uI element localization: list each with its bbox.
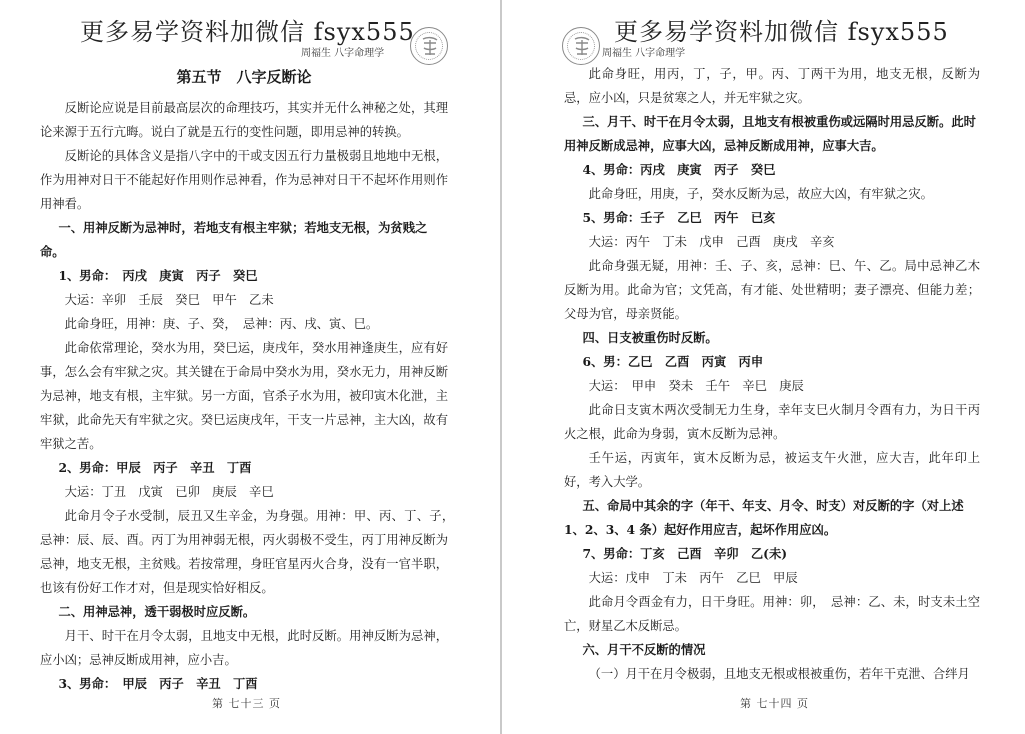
header-subtitle: 周福生 八字命理学 <box>602 48 686 59</box>
dayun-line: 大运：戊申 丁未 丙午 乙巳 甲辰 <box>588 571 798 585</box>
section-heading: 7、男命：丁亥 己酉 辛卯 乙(未) <box>582 546 788 561</box>
section-heading: 1、男命： 丙戌 庚寅 丙子 癸巳 <box>58 268 258 283</box>
dayun-line: 大运：丁丑 戊寅 已卯 庚辰 辛巳 <box>64 485 274 499</box>
left-page <box>0 0 500 734</box>
section-heading: 4、男命：丙戌 庚寅 丙子 癸巳 <box>582 162 776 177</box>
paragraph: 此命依常理论，癸水为用，癸巳运，庚戌年，癸水用神逢庚生，应有好事，怎么会有牢狱之灾。其关键在于命局中癸水为用，癸水无力，用神反断为忌神，地支有根，主牢狱。另一方面，官杀子水为用，被印寅木化泄，主牢狱，此命先天有牢狱之灾。癸巳运庚戌年，干支一片忌神，主大凶，故有牢狱之苦。 <box>40 341 448 451</box>
section-heading: 六、月干不反断的情况 <box>582 642 706 657</box>
paragraph: 此命身强无疑，用神：壬、子、亥，忌神：巳、午、乙。局中忌神乙木反断为用。此命为官；文凭高，有才能、处世精明；妻子漂亮、但能力差；父母为官，母亲贤能。 <box>564 259 980 321</box>
paragraph: 月干、时干在月令太弱，且地支中无根，此时反断。用神反断为忌神，应小凶；忌神反断成用神，应小吉。 <box>40 629 448 667</box>
header-title: 更多易学资料加微信 fsyx555 <box>80 18 415 46</box>
dayun-line: 大运：辛卯 壬辰 癸巳 甲午 乙未 <box>64 293 274 307</box>
section-heading: 3、男命： 甲辰 丙子 辛丑 丁酉 <box>58 676 258 691</box>
right-body <box>564 62 980 684</box>
section-heading: 二、用神忌神，透干弱极时应反断。 <box>58 604 256 619</box>
paragraph: 此命月令酉金有力，日干身旺。用神：卯， 忌神：乙、未，时支未土空亡，财星乙木反断忌。 <box>564 595 980 633</box>
dayun-line: 大运： 甲申 癸未 壬午 辛巳 庚辰 <box>588 379 804 393</box>
section-heading: 五、命局中其余的字（年干、年支、月令、时支）对反断的字（对上述 1、2、3、4 条）起好作用应吉，起坏作用应凶。 <box>564 498 964 537</box>
paragraph: 此命身旺，用丙，丁，子，甲。丙、丁两干为用，地支无根，反断为忌，应小凶，只是贫寒之人，并无牢狱之灾。 <box>564 67 980 105</box>
paragraph: 此命日支寅木两次受制无力生身，幸年支巳火制月令酉有力，为日干丙火之根，此命为身弱，寅木反断为忌神。 <box>564 403 980 441</box>
paragraph: （一）月干在月令极弱，且地支无根或根被重伤，若年干克泄、合绊月 <box>588 667 970 681</box>
paragraph: 反断论应说是目前最高层次的命理技巧，其实并无什么神秘之处，其理论来源于五行亢晦。说白了就是五行的变性问题，即用忌神的转换。 <box>40 101 448 139</box>
section-title: 第五节 八字反断论 <box>176 68 312 86</box>
paragraph: 此命身旺，用神：庚、子、癸， 忌神：丙、戌、寅、巳。 <box>64 317 379 331</box>
author-seal-icon <box>562 27 600 65</box>
section-heading: 一、用神反断为忌神时，若地支有根主牢狱；若地支无根，为贫贱之命。 <box>40 220 428 259</box>
dayun-line: 大运：丙午 丁未 戊申 己酉 庚戌 辛亥 <box>588 235 835 249</box>
section-heading: 5、男命：壬子 乙巳 丙午 已亥 <box>582 210 776 225</box>
paragraph: 此命身旺，用庚，子，癸水反断为忌，故应大凶，有牢狱之灾。 <box>588 187 933 201</box>
page-number: 第 七十三 页 <box>212 697 281 710</box>
section-heading: 四、日支被重伤时反断。 <box>582 330 718 345</box>
section-heading: 2、男命：甲辰 丙子 辛丑 丁酉 <box>58 460 252 475</box>
section-heading: 三、月干、时干在月令太弱，且地支有根被重伤或远隔时用忌反断。此时用神反断成忌神，应事大凶，忌神反断成用神，应事大吉。 <box>564 114 976 153</box>
author-seal-icon <box>410 27 448 65</box>
paragraph: 壬午运，丙寅年，寅木反断为忌，被运支午火泄，应大吉，此年印上好，考入大学。 <box>564 451 980 489</box>
paragraph: 此命月令子水受制，辰丑又生辛金，为身强。用神：甲、丙、丁、子， 忌神：辰、辰、酉。丙丁为用神弱无根，丙火弱极不受生，丙丁用神反断为忌神，地支无根，主贫贱。若按常理，身旺官星丙火合身，没有一官半职，也该有份好工作才对，但是现实恰好相反。 <box>40 509 461 595</box>
section-heading: 6、男：乙巳 乙酉 丙寅 丙申 <box>582 354 764 369</box>
page-number: 第 七十四 页 <box>740 697 809 710</box>
paragraph: 反断论的具体含义是指八字中的干或支因五行力量极弱且地地中无根，作为用神对日干不能起好作用则作忌神看，作为忌神对日干不起坏作用则作用神看。 <box>40 149 448 211</box>
header-title: 更多易学资料加微信 fsyx555 <box>614 18 949 46</box>
left-body <box>40 62 461 691</box>
header-subtitle: 周福生 八字命理学 <box>301 48 385 59</box>
right-page <box>502 0 1025 734</box>
